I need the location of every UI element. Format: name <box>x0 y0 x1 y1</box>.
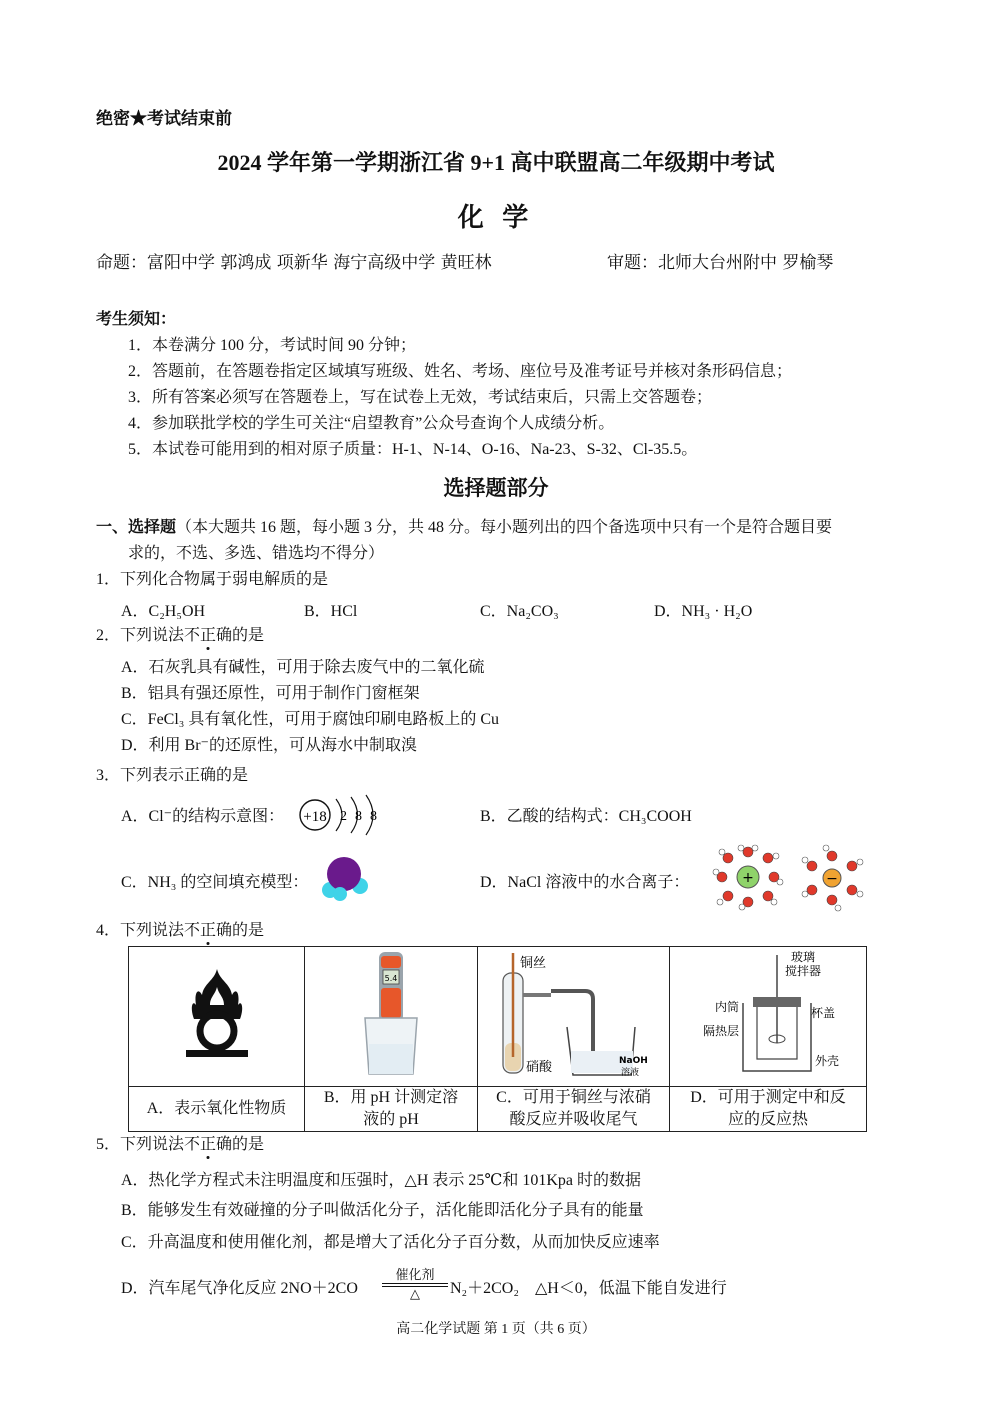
q1-option-d: D．NH₃ · H₂O <box>654 603 753 620</box>
shell-electrons-2: 8 <box>355 809 362 824</box>
q3-option-c: C．NH₃ 的空间填充模型： <box>121 874 309 891</box>
q5-stem-pre: 5．下列说法 <box>96 1136 185 1153</box>
q2-option-a: A．石灰乳具有碱性，可用于除去废气中的二氧化硫 <box>121 659 485 676</box>
section-title: 选择题部分 <box>443 476 549 500</box>
q4-options-table <box>128 946 867 1132</box>
q2-stem-emphasis <box>184 627 232 644</box>
q4-stem <box>96 917 264 940</box>
q5-stem-post: 的是 <box>232 1136 265 1153</box>
notice-item: 3．所有答案必须写在答题卷上，写在试卷上无效，考试结束后，只需上交答题卷； <box>128 389 713 406</box>
shell-electrons-3: 8 <box>370 809 377 824</box>
caption-text: A．表示氧化性物质 <box>146 1100 287 1117</box>
q4-caption-a <box>129 1087 305 1132</box>
calorimeter-icon <box>673 947 863 1079</box>
label-shell: 外壳 <box>815 1054 840 1068</box>
q4-image-d-cell <box>670 947 867 1087</box>
notice-item: 5．本试卷可能用到的相对原子质量：H-1、N-14、O-16、Na-23、S-32、Cl-35.5。 <box>128 441 698 458</box>
label-inner-cup: 内筒 <box>715 1000 740 1014</box>
q5-stem-emphasis: 不正确 <box>184 1136 233 1153</box>
q4-caption-d <box>670 1087 867 1132</box>
caption-line1: B．用 pH 计测定溶 <box>323 1089 459 1106</box>
q5-option-d-post: N₂＋2CO₂ △H＜0，低温下能自发进行 <box>450 1280 727 1297</box>
heat-symbol: △ <box>410 1286 420 1301</box>
caption-line2: 酸反应并吸收尾气 <box>509 1111 638 1128</box>
hydrated-cation <box>713 845 783 910</box>
q5-option-b: B．能够发生有效碰撞的分子叫做活化分子，活化能即活化分子具有的能量 <box>121 1202 644 1219</box>
ph-meter-icon <box>351 948 431 1078</box>
q4-caption-b <box>305 1087 478 1132</box>
q3-option-a: A．Cl⁻的结构示意图： <box>121 808 285 825</box>
confidential-label: 绝密★考试结束前 <box>96 109 232 128</box>
part1-description <box>96 514 832 537</box>
notice-item: 2．答题前，在答题卷指定区域填写班级、姓名、考场、座位号及准考证号并核对条形码信息； <box>128 363 793 380</box>
q4-stem-pre: 4．下列说法 <box>96 922 185 939</box>
q2-option-d: D．利用 Br⁻的还原性，可从海水中制取溴 <box>121 737 418 754</box>
anion-sign: − <box>826 871 838 887</box>
q2-option-c: C．FeCl₃ 具有氧化性，可用于腐蚀印刷电路板上的 Cu <box>121 711 500 728</box>
arrow-line-top <box>382 1283 448 1284</box>
exam-title: 2024 学年第一学期浙江省 9+1 高中联盟高二年级期中考试 <box>217 150 775 175</box>
caption-line1: D．可用于测定中和反 <box>690 1089 846 1106</box>
q5-stem <box>96 1131 264 1154</box>
q3-option-b: B．乙酸的结构式：CH₃COOH <box>480 808 692 825</box>
emphasis-text: 不正确 <box>184 627 233 644</box>
q2-stem-pre: 2．下列说法 <box>96 627 185 644</box>
part1-desc-line2: 求的，不选、多选、错选均不得分） <box>128 545 385 562</box>
cation-sign: + <box>742 870 754 886</box>
oxidizer-flame-icon <box>182 965 252 1061</box>
q1-option-a: A．C₂H₅OH <box>121 603 206 620</box>
catalyst-label: 催化剂 <box>395 1267 435 1282</box>
reaction-arrow <box>382 1264 448 1304</box>
q2-stem <box>96 622 264 645</box>
hydrated-ions-icon <box>710 842 870 912</box>
caption-line2: 液的 pH <box>363 1111 419 1128</box>
q4-stem-post: 的是 <box>232 922 265 939</box>
label-nitric-acid: 硝酸 <box>525 1060 552 1075</box>
caption-line1: C．可用于铜丝与浓硝 <box>496 1089 651 1106</box>
label-naoh: NaOH <box>618 1056 648 1066</box>
chloride-ion-diagram <box>298 794 388 836</box>
part1-label: 一、选择题 <box>96 519 177 536</box>
q4-caption-c <box>478 1087 670 1132</box>
label-copper-wire: 铜丝 <box>519 956 546 971</box>
subject-title: 化 学 <box>457 203 535 232</box>
authors-line: 命题：富阳中学 郭鸿成 项新华 海宁高级中学 黄旺林 <box>96 253 492 273</box>
label-insulation: 隔热层 <box>703 1024 740 1038</box>
q4-stem-emphasis: 不正确 <box>184 922 233 939</box>
hydrated-anion <box>802 845 863 911</box>
label-glass: 玻璃 <box>791 950 816 964</box>
q4-image-b-cell <box>305 947 478 1087</box>
caption-line2: 应的反应热 <box>727 1111 808 1128</box>
part1-desc-line1: （本大题共 16 题，每小题 3 分，共 48 分。每小题列出的四个备选项中只有一个是符合题目要 <box>176 519 833 536</box>
q4-image-c-cell <box>478 947 670 1087</box>
nucleus-charge: +18 <box>303 809 327 825</box>
q3-option-d: D．NaCl 溶液中的水合离子： <box>480 874 690 891</box>
ammonia-model-icon <box>318 852 374 902</box>
q1-stem: 1．下列化合物属于弱电解质的是 <box>96 571 329 588</box>
copper-nitric-apparatus-icon <box>481 947 667 1079</box>
label-solution: 溶液 <box>620 1068 639 1078</box>
q1-option-c: C．Na₂CO₃ <box>480 603 559 620</box>
q4-image-a-cell <box>129 947 305 1087</box>
q5-option-d-pre: D．汽车尾气净化反应 2NO＋2CO <box>121 1280 358 1297</box>
q1-option-b: B．HCl <box>304 603 358 620</box>
ph-reading: 5.4 <box>384 974 398 983</box>
page-footer: 高二化学试题 第 1 页（共 6 页） <box>396 1322 596 1337</box>
q3-stem: 3．下列表示正确的是 <box>96 767 249 784</box>
label-lid: 杯盖 <box>811 1006 836 1020</box>
q5-option-c: C．升高温度和使用催化剂，都是增大了活化分子百分数，从而加快反应速率 <box>121 1234 660 1251</box>
q2-stem-post: 的是 <box>232 627 265 644</box>
q2-option-b: B．铝具有强还原性，可用于制作门窗框架 <box>121 685 420 702</box>
label-stirrer: 搅拌器 <box>785 964 822 978</box>
notice-item: 4．参加联批学校的学生可关注“启望教育”公众号查询个人成绩分析。 <box>128 415 615 432</box>
shell-electrons-1: 2 <box>340 809 347 824</box>
notice-item: 1．本卷满分 100 分，考试时间 90 分钟； <box>128 337 417 354</box>
reviewers-line: 审题：北师大台州附中 罗榆琴 <box>607 253 834 273</box>
notice-heading: 考生须知： <box>96 311 177 328</box>
q5-option-a: A．热化学方程式未注明温度和压强时，△H 表示 25℃和 101Kpa 时的数据 <box>121 1172 641 1189</box>
